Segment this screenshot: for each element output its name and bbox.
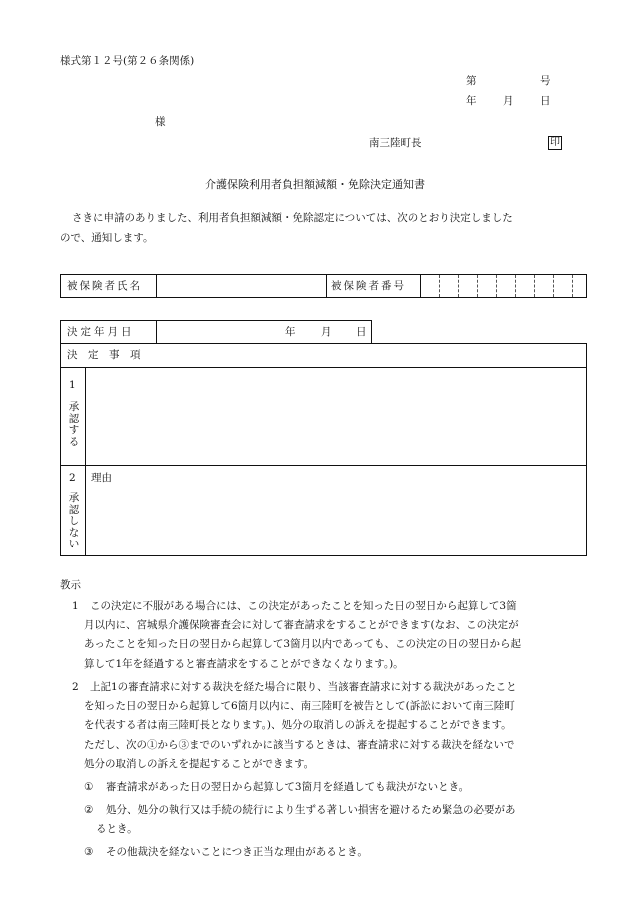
form-number: 様式第１２号(第２６条関係) bbox=[60, 55, 195, 67]
deny-char: 承 bbox=[68, 492, 80, 504]
instruction-item2-line: を知った日の翌日から起算して6箇月以内に、南三陸町を被告として(訴訟において南三陸町 bbox=[84, 700, 515, 712]
approve-char: 認 bbox=[68, 412, 80, 425]
document-title: 介護保険利用者負担額減額・免除決定通知書 bbox=[205, 178, 425, 191]
decision-date-label: 決定年月日 bbox=[67, 326, 135, 338]
issue-day-label: 日 bbox=[540, 95, 551, 107]
sub2-line-1: 処分、処分の執行又は手続の続行により生ずる著しい損害を避けるため緊急の必要があ bbox=[106, 804, 516, 816]
decision-items-label: 決 定 事 項 bbox=[67, 349, 141, 361]
instruction-item1-line: あったことを知った日の翌日から起算して3箇月以内であっても、この決定の日の翌日から起 bbox=[84, 638, 521, 650]
decision-year-label: 年 bbox=[285, 326, 296, 338]
issue-year-label: 年 bbox=[466, 95, 477, 107]
instruction-item2-line: ただし、次の①から③までのいずれかに該当するときは、審査請求に対する裁決を経ないで bbox=[84, 739, 515, 751]
approve-char: 承 bbox=[68, 401, 80, 413]
number-suffix: 号 bbox=[540, 75, 551, 87]
sub3-mark: ③ bbox=[84, 846, 94, 858]
instruction-item1-number: 1 bbox=[72, 600, 79, 612]
intro-line-1: さきに申請のありました、利用者負担額減額・免除認定については、次のとおり決定しました bbox=[72, 212, 513, 224]
instruction-item1-line: 算して1年を経過すると審査請求をすることができなくなります。)。 bbox=[84, 658, 404, 670]
sub1-mark: ① bbox=[84, 781, 94, 793]
seal-mark: 印 bbox=[550, 137, 560, 148]
deny-label bbox=[67, 493, 81, 551]
instruction-item2-number: 2 bbox=[72, 681, 79, 693]
decision-date-row bbox=[60, 320, 372, 344]
approve-label bbox=[67, 402, 81, 448]
addressee-suffix: 様 bbox=[155, 116, 166, 128]
decision-month-label: 月 bbox=[321, 326, 332, 338]
deny-char: な bbox=[68, 526, 80, 539]
reason-label: 理由 bbox=[91, 472, 112, 484]
issuer-name: 南三陸町長 bbox=[369, 137, 422, 149]
sub1-text: 審査請求があった日の翌日から起算して3箇月を経過しても裁決がないとき。 bbox=[106, 781, 470, 793]
deny-char: い bbox=[68, 538, 80, 551]
approve-char: る bbox=[68, 435, 80, 448]
intro-line-2: ので、通知します。 bbox=[60, 232, 154, 244]
instruction-item2-line: 上記1の審査請求に対する裁決を経た場合に限り、当該審査請求に対する裁決があったこと bbox=[90, 681, 517, 693]
approve-number: 1 bbox=[69, 379, 76, 391]
instruction-item2-line: 処分の取消しの訴えを提起することができます。 bbox=[84, 758, 315, 770]
instruction-item1-line: 月以内に、宮城県介護保険審査会に対して審査請求をすることができます(なお、この決定が bbox=[84, 619, 519, 631]
deny-char: 認 bbox=[68, 503, 80, 516]
number-prefix: 第 bbox=[466, 75, 477, 87]
instruction-heading: 教示 bbox=[60, 579, 81, 591]
decision-day-label: 日 bbox=[356, 326, 367, 338]
insured-name-label: 被保険者氏名 bbox=[67, 280, 142, 292]
insured-number-label: 被保険者番号 bbox=[331, 280, 406, 292]
sub3-text: その他裁決を経ないことにつき正当な理由があるとき。 bbox=[106, 846, 368, 858]
sub2-line-2: るとき。 bbox=[96, 823, 138, 835]
issue-month-label: 月 bbox=[503, 95, 514, 107]
approve-char: す bbox=[68, 424, 80, 437]
insured-table bbox=[60, 274, 587, 298]
instruction-item2-line: を代表する者は南三陸町長となります。)、処分の取消しの訴えを提起することができます。 bbox=[84, 719, 512, 731]
instruction-item1-line: この決定に不服がある場合には、この決定があったことを知った日の翌日から起算して3箇 bbox=[90, 600, 517, 612]
decision-items-table bbox=[60, 343, 587, 556]
deny-char: し bbox=[68, 515, 80, 528]
sub2-mark: ② bbox=[84, 804, 94, 816]
deny-number: 2 bbox=[69, 472, 76, 484]
